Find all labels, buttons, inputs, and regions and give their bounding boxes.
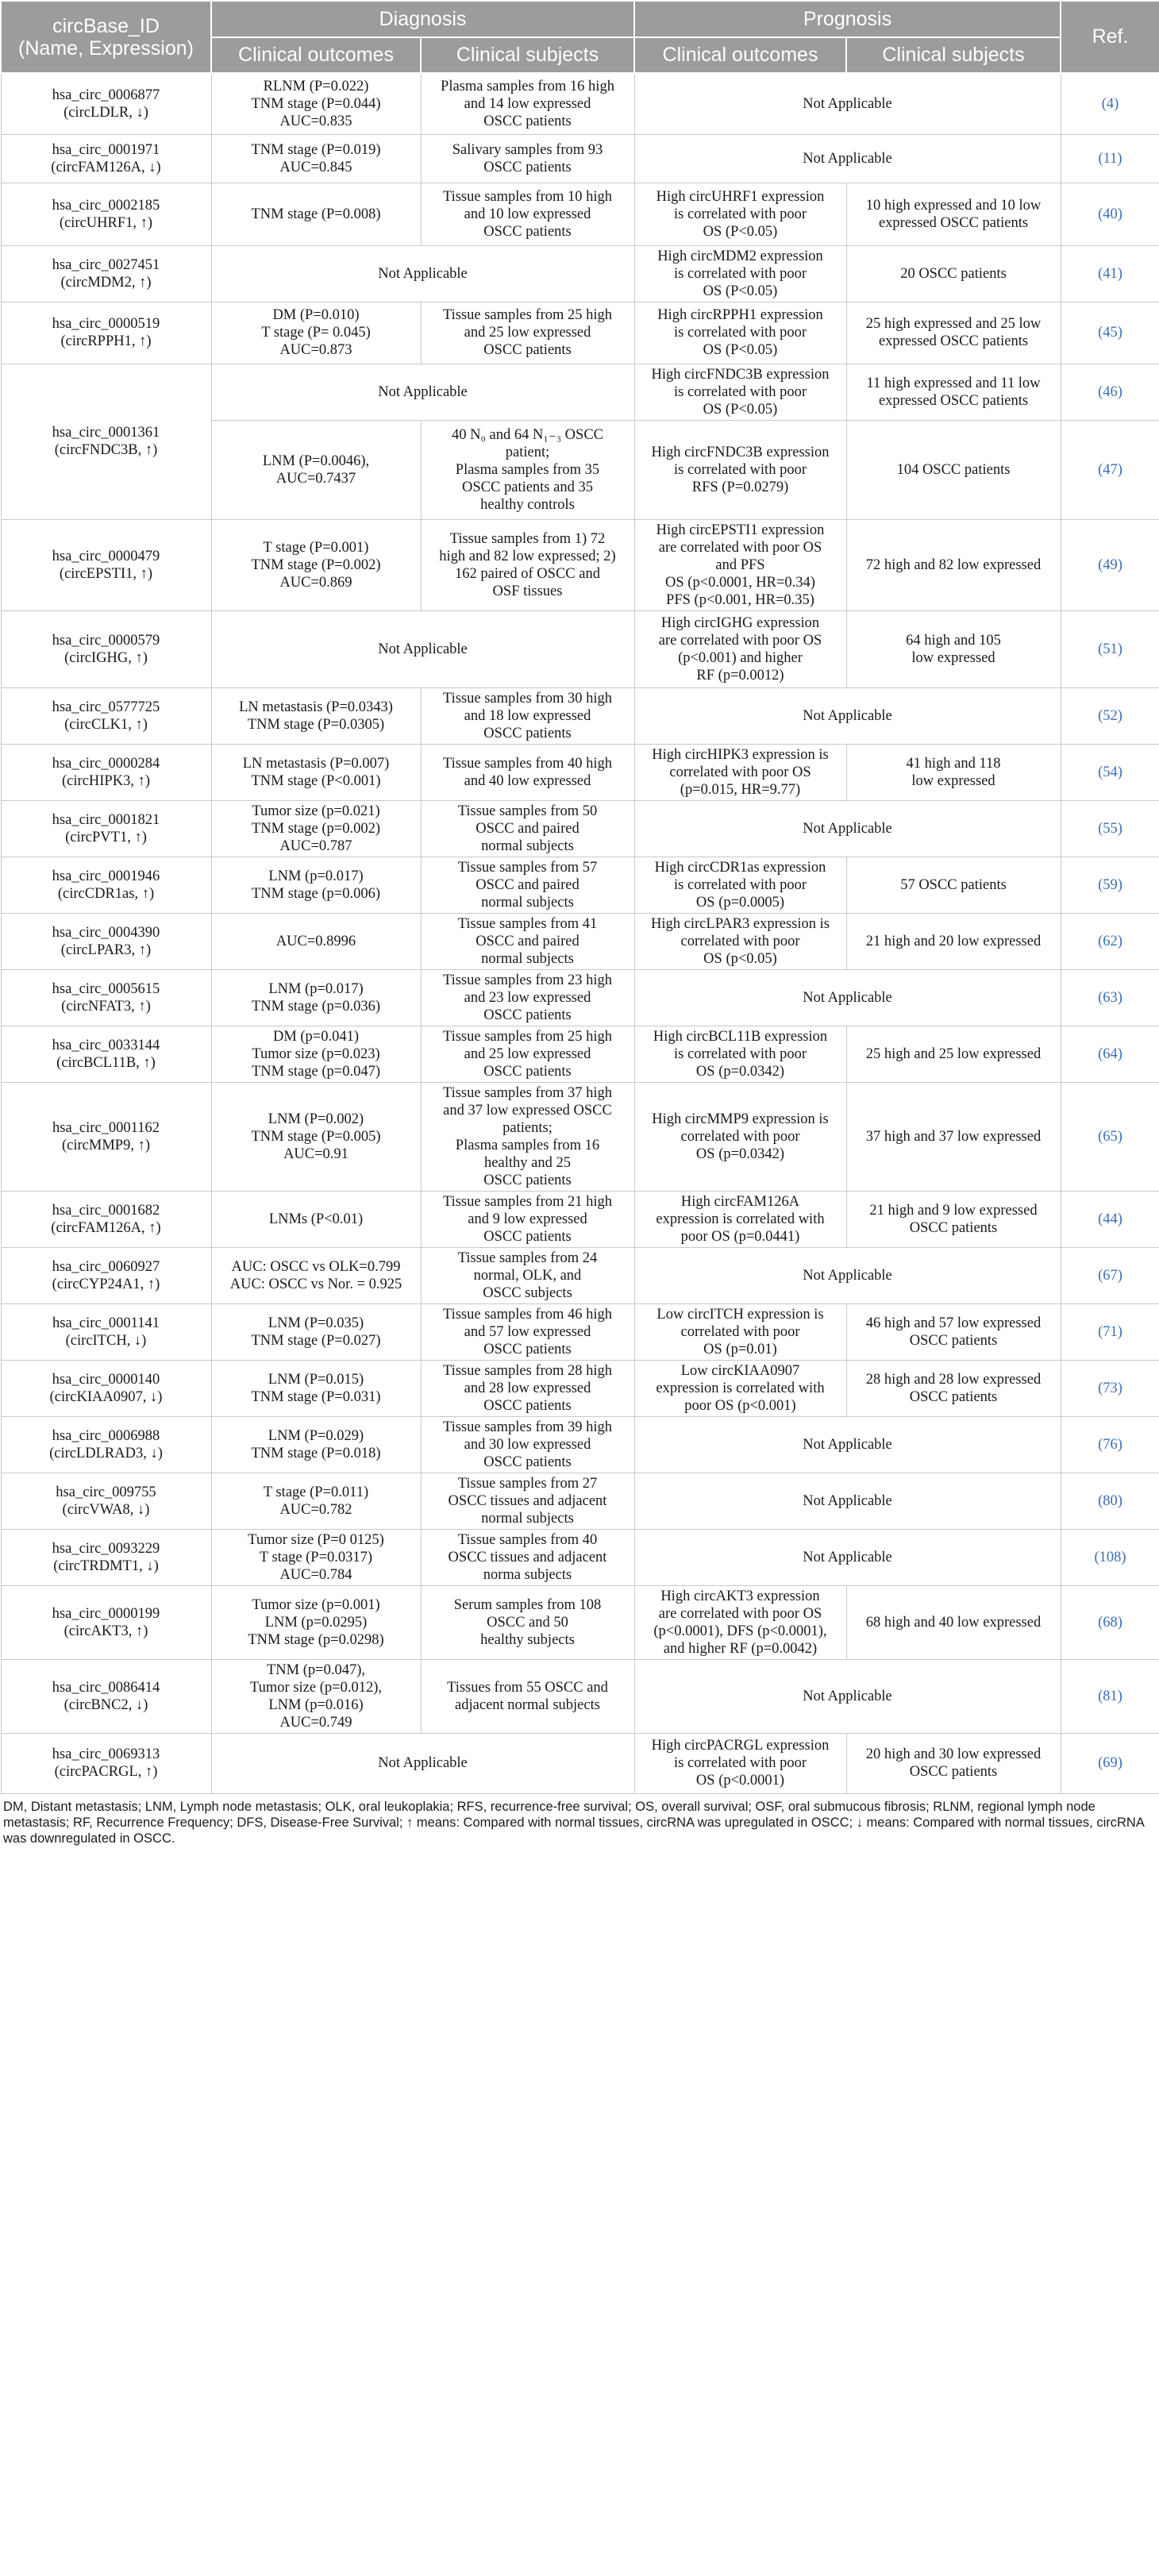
reference-link[interactable]: (68) bbox=[1061, 1585, 1159, 1659]
circrna-id-cell: hsa_circ_0004390 (circLPAR3, ↑) bbox=[1, 913, 211, 969]
reference-link[interactable]: (81) bbox=[1061, 1659, 1159, 1733]
prognosis-outcomes-cell: High circHIPK3 expression is correlated with poor OS (p=0.015, HR=9.77) bbox=[634, 744, 846, 800]
circrna-id-cell: hsa_circ_0001141 (circITCH, ↓) bbox=[1, 1303, 211, 1360]
prognosis-not-applicable: Not Applicable bbox=[634, 1659, 1061, 1733]
prognosis-outcomes-cell: High circMDM2 expression is correlated with poor OS (P<0.05) bbox=[634, 245, 846, 302]
prognosis-subjects-cell: 68 high and 40 low expressed bbox=[846, 1585, 1061, 1659]
table-footnote: DM, Distant metastasis; LNM, Lymph node metastasis; OLK, oral leukoplakia; RFS, recurrence-free survival; OS, overall survival; OSF, oral submucous fibrosis; RLNM, regional lymph node metastasis; RF, Recurrence Frequency; DFS, Disease-Free Survival; ↑ means: Compared with normal tissues, circRNA was upregulated in OSCC; ↓ means: Compared with normal tissues, circRNA was downregulated in OSCC. bbox=[3, 1799, 1144, 1846]
prognosis-subjects-cell: 21 high and 20 low expressed bbox=[846, 913, 1061, 969]
prognosis-subjects-cell: 57 OSCC patients bbox=[846, 857, 1061, 913]
circrna-id-cell: hsa_circ_0060927 (circCYP24A1, ↑) bbox=[1, 1247, 211, 1303]
table-row bbox=[1, 1026, 1159, 1082]
diagnosis-outcomes-cell: DM (P=0.010) T stage (P= 0.045) AUC=0.873 bbox=[211, 302, 421, 364]
reference-link[interactable]: (59) bbox=[1061, 857, 1159, 913]
prognosis-subjects-cell: 104 OSCC patients bbox=[846, 420, 1061, 519]
table-row bbox=[1, 857, 1159, 913]
table-row bbox=[1, 1303, 1159, 1360]
circrna-id-cell: hsa_circ_0006988 (circLDLRAD3, ↓) bbox=[1, 1416, 211, 1473]
diagnosis-subjects-cell: Tissue samples from 41 OSCC and paired normal subjects bbox=[421, 913, 634, 969]
diagnosis-outcomes-cell: LNM (P=0.0046), AUC=0.7437 bbox=[211, 420, 421, 519]
diagnosis-outcomes-cell: LNM (P=0.035) TNM stage (P=0.027) bbox=[211, 1303, 421, 1360]
reference-link[interactable]: (46) bbox=[1061, 364, 1159, 420]
table-row bbox=[1, 744, 1159, 800]
prognosis-subjects-cell: 64 high and 105 low expressed bbox=[846, 610, 1061, 687]
prognosis-subjects-cell: 11 high expressed and 11 low expressed OSCC patients bbox=[846, 364, 1061, 420]
prognosis-not-applicable: Not Applicable bbox=[634, 73, 1061, 134]
diagnosis-subjects-cell: Tissue samples from 40 OSCC tissues and adjacent norma subjects bbox=[421, 1529, 634, 1585]
diagnosis-outcomes-cell: LNM (P=0.015) TNM stage (P=0.031) bbox=[211, 1360, 421, 1416]
header-prognosis: Prognosis bbox=[634, 1, 1061, 37]
header-ref: Ref. bbox=[1061, 1, 1159, 73]
diagnosis-subjects-cell: Tissue samples from 21 high and 9 low expressed OSCC patients bbox=[421, 1191, 634, 1247]
diagnosis-not-applicable: Not Applicable bbox=[211, 245, 634, 302]
reference-link[interactable]: (41) bbox=[1061, 245, 1159, 302]
table-row bbox=[1, 302, 1159, 364]
diagnosis-outcomes-cell: TNM (p=0.047), Tumor size (p=0.012), LNM (p=0.016) AUC=0.749 bbox=[211, 1659, 421, 1733]
circrna-id-cell: hsa_circ_0001971 (circFAM126A, ↓) bbox=[1, 134, 211, 183]
prognosis-outcomes-cell: Low circITCH expression is correlated with poor OS (p=0.01) bbox=[634, 1303, 846, 1360]
table-body bbox=[1, 73, 1159, 1793]
diagnosis-subjects-cell: Tissue samples from 10 high and 10 low expressed OSCC patients bbox=[421, 183, 634, 245]
table-row bbox=[1, 245, 1159, 302]
circrna-id-cell: hsa_circ_0000140 (circKIAA0907, ↓) bbox=[1, 1360, 211, 1416]
diagnosis-outcomes-cell: LNM (P=0.029) TNM stage (P=0.018) bbox=[211, 1416, 421, 1473]
diagnosis-subjects-cell: Tissue samples from 25 high and 25 low expressed OSCC patients bbox=[421, 302, 634, 364]
table-row bbox=[1, 1416, 1159, 1473]
diagnosis-subjects-cell: Salivary samples from 93 OSCC patients bbox=[421, 134, 634, 183]
prognosis-subjects-cell: 10 high expressed and 10 low expressed OSCC patients bbox=[846, 183, 1061, 245]
prognosis-outcomes-cell: High circIGHG expression are correlated with poor OS (p<0.001) and higher RF (p=0.0012) bbox=[634, 610, 846, 687]
reference-link[interactable]: (64) bbox=[1061, 1026, 1159, 1082]
circrna-id-cell: hsa_circ_0001821 (circPVT1, ↑) bbox=[1, 800, 211, 857]
reference-link[interactable]: (73) bbox=[1061, 1360, 1159, 1416]
reference-link[interactable]: (45) bbox=[1061, 302, 1159, 364]
circrna-id-cell: hsa_circ_0001361 (circFNDC3B, ↑) bbox=[1, 364, 211, 519]
prognosis-outcomes-cell: Low circKIAA0907 expression is correlated with poor OS (p<0.001) bbox=[634, 1360, 846, 1416]
prognosis-subjects-cell: 46 high and 57 low expressed OSCC patients bbox=[846, 1303, 1061, 1360]
diagnosis-subjects-cell: Serum samples from 108 OSCC and 50 healthy subjects bbox=[421, 1585, 634, 1659]
diagnosis-not-applicable: Not Applicable bbox=[211, 1733, 634, 1793]
prognosis-outcomes-cell: High circPACRGL expression is correlated with poor OS (p<0.0001) bbox=[634, 1733, 846, 1793]
table-row bbox=[1, 800, 1159, 857]
reference-link[interactable]: (54) bbox=[1061, 744, 1159, 800]
diagnosis-outcomes-cell: AUC=0.8996 bbox=[211, 913, 421, 969]
prognosis-not-applicable: Not Applicable bbox=[634, 800, 1061, 857]
diagnosis-subjects-cell: Tissue samples from 46 high and 57 low expressed OSCC patients bbox=[421, 1303, 634, 1360]
reference-link[interactable]: (69) bbox=[1061, 1733, 1159, 1793]
prognosis-subjects-cell: 72 high and 82 low expressed bbox=[846, 519, 1061, 610]
diagnosis-subjects-cell: Tissue samples from 1) 72 high and 82 low expressed; 2) 162 paired of OSCC and OSF tissues bbox=[421, 519, 634, 610]
prognosis-subjects-cell: 25 high and 25 low expressed bbox=[846, 1026, 1061, 1082]
reference-link[interactable]: (80) bbox=[1061, 1473, 1159, 1529]
prognosis-subjects-cell: 20 OSCC patients bbox=[846, 245, 1061, 302]
prognosis-not-applicable: Not Applicable bbox=[634, 1473, 1061, 1529]
reference-link[interactable]: (65) bbox=[1061, 1082, 1159, 1191]
prognosis-not-applicable: Not Applicable bbox=[634, 969, 1061, 1026]
diagnosis-not-applicable: Not Applicable bbox=[211, 610, 634, 687]
table-row bbox=[1, 73, 1159, 134]
diagnosis-subjects-cell: Tissue samples from 30 high and 18 low expressed OSCC patients bbox=[421, 687, 634, 744]
circrna-id-cell: hsa_circ_0093229 (circTRDMT1, ↓) bbox=[1, 1529, 211, 1585]
table-row bbox=[1, 134, 1159, 183]
prognosis-subjects-cell: 37 high and 37 low expressed bbox=[846, 1082, 1061, 1191]
circrna-id-cell: hsa_circ_009755 (circVWA8, ↓) bbox=[1, 1473, 211, 1529]
prognosis-outcomes-cell: High circBCL11B expression is correlated with poor OS (p=0.0342) bbox=[634, 1026, 846, 1082]
table-row bbox=[1, 913, 1159, 969]
reference-link[interactable]: (47) bbox=[1061, 420, 1159, 519]
reference-link[interactable]: (76) bbox=[1061, 1416, 1159, 1473]
reference-link[interactable]: (4) bbox=[1061, 73, 1159, 134]
circrna-id-cell: hsa_circ_0000519 (circRPPH1, ↑) bbox=[1, 302, 211, 364]
circrna-id-cell: hsa_circ_0000579 (circIGHG, ↑) bbox=[1, 610, 211, 687]
table-row bbox=[1, 969, 1159, 1026]
header-prognosis-outcomes: Clinical outcomes bbox=[634, 37, 846, 73]
prognosis-outcomes-cell: High circRPPH1 expression is correlated with poor OS (P<0.05) bbox=[634, 302, 846, 364]
prognosis-outcomes-cell: High circFNDC3B expression is correlated with poor OS (P<0.05) bbox=[634, 364, 846, 420]
reference-link[interactable]: (55) bbox=[1061, 800, 1159, 857]
prognosis-not-applicable: Not Applicable bbox=[634, 1529, 1061, 1585]
diagnosis-outcomes-cell: LNM (p=0.017) TNM stage (p=0.036) bbox=[211, 969, 421, 1026]
diagnosis-subjects-cell: Tissue samples from 40 high and 40 low expressed bbox=[421, 744, 634, 800]
diagnosis-subjects-cell: Tissue samples from 50 OSCC and paired normal subjects bbox=[421, 800, 634, 857]
prognosis-outcomes-cell: High circFNDC3B expression is correlated with poor RFS (P=0.0279) bbox=[634, 420, 846, 519]
header-prognosis-subjects: Clinical subjects bbox=[846, 37, 1061, 73]
circrna-id-cell: hsa_circ_0001162 (circMMP9, ↑) bbox=[1, 1082, 211, 1191]
diagnosis-outcomes-cell: TNM stage (P=0.019) AUC=0.845 bbox=[211, 134, 421, 183]
table-row bbox=[1, 1529, 1159, 1585]
diagnosis-outcomes-cell: LNM (P=0.002) TNM stage (P=0.005) AUC=0.91 bbox=[211, 1082, 421, 1191]
table-row bbox=[1, 1659, 1159, 1733]
header-diagnosis: Diagnosis bbox=[211, 1, 634, 37]
diagnosis-subjects-cell: Tissue samples from 27 OSCC tissues and adjacent normal subjects bbox=[421, 1473, 634, 1529]
diagnosis-outcomes-cell: LNMs (P<0.01) bbox=[211, 1191, 421, 1247]
diagnosis-outcomes-cell: LNM (p=0.017) TNM stage (p=0.006) bbox=[211, 857, 421, 913]
prognosis-not-applicable: Not Applicable bbox=[634, 687, 1061, 744]
circrna-id-cell: hsa_circ_0001682 (circFAM126A, ↑) bbox=[1, 1191, 211, 1247]
circrna-id-cell: hsa_circ_0033144 (circBCL11B, ↑) bbox=[1, 1026, 211, 1082]
diagnosis-subjects-cell: Tissue samples from 57 OSCC and paired normal subjects bbox=[421, 857, 634, 913]
reference-link[interactable]: (63) bbox=[1061, 969, 1159, 1026]
reference-link[interactable]: (51) bbox=[1061, 610, 1159, 687]
prognosis-subjects-cell: 28 high and 28 low expressed OSCC patients bbox=[846, 1360, 1061, 1416]
prognosis-outcomes-cell: High circUHRF1 expression is correlated with poor OS (P<0.05) bbox=[634, 183, 846, 245]
table-row bbox=[1, 519, 1159, 610]
diagnosis-subjects-cell: Tissues from 55 OSCC and adjacent normal subjects bbox=[421, 1659, 634, 1733]
diagnosis-outcomes-cell: RLNM (P=0.022) TNM stage (P=0.044) AUC=0.835 bbox=[211, 73, 421, 134]
diagnosis-subjects-cell: Tissue samples from 23 high and 23 low expressed OSCC patients bbox=[421, 969, 634, 1026]
diagnosis-subjects-cell: Plasma samples from 16 high and 14 low expressed OSCC patients bbox=[421, 73, 634, 134]
diagnosis-subjects-cell: 40 N₀ and 64 N₁₋₃ OSCC patient; Plasma samples from 35 OSCC patients and 35 healthy controls bbox=[421, 420, 634, 519]
prognosis-outcomes-cell: High circEPSTI1 expression are correlated with poor OS and PFS OS (p<0.0001, HR=0.34) PFS (p<0.001, HR=0.35) bbox=[634, 519, 846, 610]
circrna-id-cell: hsa_circ_0027451 (circMDM2, ↑) bbox=[1, 245, 211, 302]
reference-link[interactable]: (62) bbox=[1061, 913, 1159, 969]
table-row bbox=[1, 1082, 1159, 1191]
circrna-id-cell: hsa_circ_0006877 (circLDLR, ↓) bbox=[1, 73, 211, 134]
table-row bbox=[1, 1247, 1159, 1303]
circrna-id-cell: hsa_circ_0086414 (circBNC2, ↓) bbox=[1, 1659, 211, 1733]
diagnosis-not-applicable: Not Applicable bbox=[211, 364, 634, 420]
diagnosis-subjects-cell: Tissue samples from 28 high and 28 low expressed OSCC patients bbox=[421, 1360, 634, 1416]
circrna-id-cell: hsa_circ_0005615 (circNFAT3, ↑) bbox=[1, 969, 211, 1026]
diagnosis-outcomes-cell: T stage (P=0.011) AUC=0.782 bbox=[211, 1473, 421, 1529]
diagnosis-outcomes-cell: TNM stage (P=0.008) bbox=[211, 183, 421, 245]
reference-link[interactable]: (52) bbox=[1061, 687, 1159, 744]
diagnosis-subjects-cell: Tissue samples from 25 high and 25 low expressed OSCC patients bbox=[421, 1026, 634, 1082]
prognosis-outcomes-cell: High circFAM126A expression is correlated with poor OS (p=0.0441) bbox=[634, 1191, 846, 1247]
diagnosis-outcomes-cell: T stage (P=0.001) TNM stage (P=0.002) AUC=0.869 bbox=[211, 519, 421, 610]
table-row bbox=[1, 1191, 1159, 1247]
diagnosis-outcomes-cell: Tumor size (p=0.021) TNM stage (p=0.002) AUC=0.787 bbox=[211, 800, 421, 857]
circrna-id-cell: hsa_circ_0001946 (circCDR1as, ↑) bbox=[1, 857, 211, 913]
table-row bbox=[1, 183, 1159, 245]
prognosis-outcomes-cell: High circCDR1as expression is correlated with poor OS (p=0.0005) bbox=[634, 857, 846, 913]
prognosis-subjects-cell: 41 high and 118 low expressed bbox=[846, 744, 1061, 800]
prognosis-subjects-cell: 25 high expressed and 25 low expressed OSCC patients bbox=[846, 302, 1061, 364]
reference-link[interactable]: (71) bbox=[1061, 1303, 1159, 1360]
diagnosis-outcomes-cell: Tumor size (p=0.001) LNM (p=0.0295) TNM stage (p=0.0298) bbox=[211, 1585, 421, 1659]
table-row bbox=[1, 1473, 1159, 1529]
prognosis-subjects-cell: 21 high and 9 low expressed OSCC patients bbox=[846, 1191, 1061, 1247]
diagnosis-outcomes-cell: LN metastasis (P=0.007) TNM stage (P<0.001) bbox=[211, 744, 421, 800]
diagnosis-outcomes-cell: Tumor size (P=0 0125) T stage (P=0.0317) AUC=0.784 bbox=[211, 1529, 421, 1585]
diagnosis-subjects-cell: Tissue samples from 39 high and 30 low expressed OSCC patients bbox=[421, 1416, 634, 1473]
prognosis-outcomes-cell: High circMMP9 expression is correlated with poor OS (p=0.0342) bbox=[634, 1082, 846, 1191]
diagnosis-outcomes-cell: LN metastasis (P=0.0343) TNM stage (P=0.0305) bbox=[211, 687, 421, 744]
prognosis-outcomes-cell: High circAKT3 expression are correlated with poor OS (p<0.0001), DFS (p<0.0001), and higher RF (p=0.0042) bbox=[634, 1585, 846, 1659]
header-diagnosis-outcomes: Clinical outcomes bbox=[211, 37, 421, 73]
reference-link[interactable]: (44) bbox=[1061, 1191, 1159, 1247]
prognosis-subjects-cell: 20 high and 30 low expressed OSCC patients bbox=[846, 1733, 1061, 1793]
circrna-id-cell: hsa_circ_0000284 (circHIPK3, ↑) bbox=[1, 744, 211, 800]
prognosis-not-applicable: Not Applicable bbox=[634, 1416, 1061, 1473]
reference-link[interactable]: (108) bbox=[1061, 1529, 1159, 1585]
table-row bbox=[1, 1360, 1159, 1416]
table-row bbox=[1, 687, 1159, 744]
table-row bbox=[1, 364, 1159, 420]
prognosis-not-applicable: Not Applicable bbox=[634, 134, 1061, 183]
diagnosis-outcomes-cell: AUC: OSCC vs OLK=0.799 AUC: OSCC vs Nor. = 0.925 bbox=[211, 1247, 421, 1303]
reference-link[interactable]: (49) bbox=[1061, 519, 1159, 610]
prognosis-outcomes-cell: High circLPAR3 expression is correlated with poor OS (p<0.05) bbox=[634, 913, 846, 969]
table-row bbox=[1, 1585, 1159, 1659]
reference-link[interactable]: (40) bbox=[1061, 183, 1159, 245]
reference-link[interactable]: (11) bbox=[1061, 134, 1159, 183]
table-row bbox=[1, 1733, 1159, 1793]
prognosis-not-applicable: Not Applicable bbox=[634, 1247, 1061, 1303]
header-diagnosis-subjects: Clinical subjects bbox=[421, 37, 634, 73]
circrna-id-cell: hsa_circ_0069313 (circPACRGL, ↑) bbox=[1, 1733, 211, 1793]
diagnosis-subjects-cell: Tissue samples from 24 normal, OLK, and OSCC subjects bbox=[421, 1247, 634, 1303]
diagnosis-subjects-cell: Tissue samples from 37 high and 37 low expressed OSCC patients; Plasma samples from 16 healthy and 25 OSCC patients bbox=[421, 1082, 634, 1191]
circrna-id-cell: hsa_circ_0002185 (circUHRF1, ↑) bbox=[1, 183, 211, 245]
table-row bbox=[1, 610, 1159, 687]
header-id: circBase_ID (Name, Expression) bbox=[1, 1, 211, 73]
diagnosis-outcomes-cell: DM (p=0.041) Tumor size (p=0.023) TNM stage (p=0.047) bbox=[211, 1026, 421, 1082]
circrna-id-cell: hsa_circ_0000479 (circEPSTI1, ↑) bbox=[1, 519, 211, 610]
reference-link[interactable]: (67) bbox=[1061, 1247, 1159, 1303]
circrna-id-cell: hsa_circ_0577725 (circCLK1, ↑) bbox=[1, 687, 211, 744]
circrna-id-cell: hsa_circ_0000199 (circAKT3, ↑) bbox=[1, 1585, 211, 1659]
